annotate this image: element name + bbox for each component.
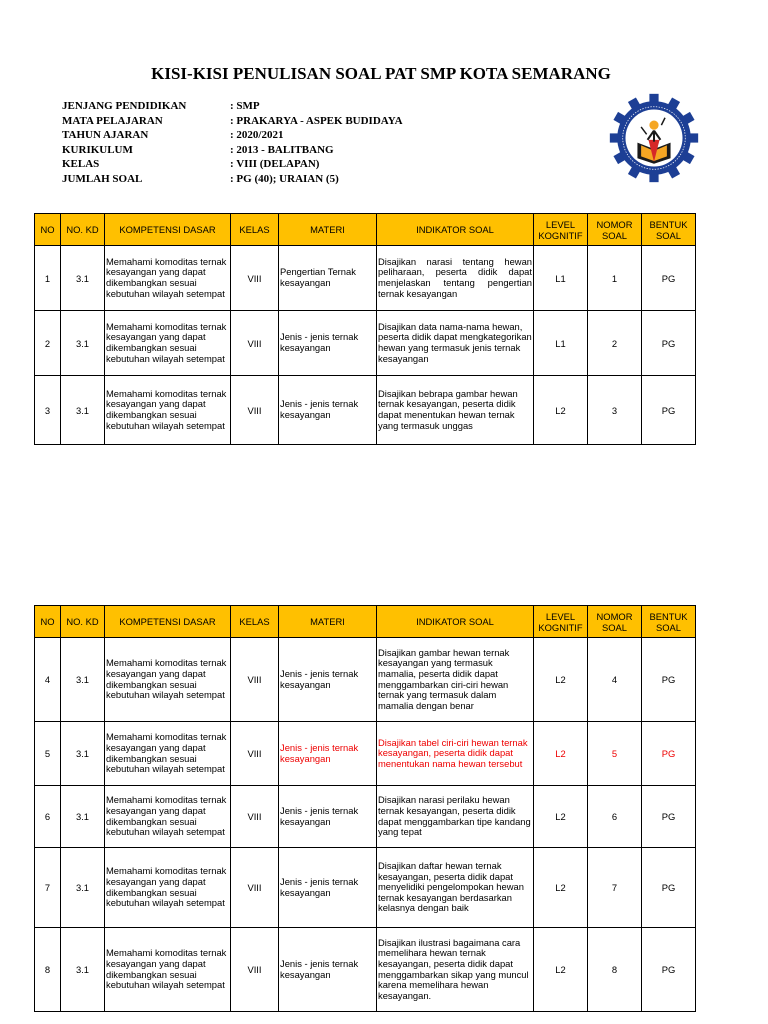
- header-no: NO: [35, 214, 61, 246]
- cell-materi: Jenis - jenis ternak kesayangan: [279, 376, 377, 445]
- cell-bentuk: PG: [642, 376, 696, 445]
- cell-indikator: Disajikan tabel ciri-ciri hewan ternak kesayangan, peserta didik dapat menentukan nama hewan tersebut: [377, 722, 534, 786]
- info-row-jumlah: [62, 172, 403, 187]
- cell-no: 8: [35, 928, 61, 1012]
- cell-indikator: Disajikan gambar hewan ternak kesayangan yang termasuk mamalia, peserta didik dapat menggambarkan ciri-ciri hewan ternak yang termasuk dalam mamalia dengan benar: [377, 638, 534, 722]
- table-header-row: [35, 214, 696, 246]
- cell-bentuk: PG: [642, 311, 696, 376]
- cell-materi: Jenis - jenis ternak kesayangan: [279, 848, 377, 928]
- cell-level: L1: [534, 246, 588, 311]
- cell-level: L2: [534, 722, 588, 786]
- cell-bentuk: PG: [642, 246, 696, 311]
- cell-level: L2: [534, 638, 588, 722]
- cell-nomor: 6: [588, 786, 642, 848]
- cell-kd: 3.1: [61, 246, 105, 311]
- info-value: : PRAKARYA - ASPEK BUDIDAYA: [230, 114, 403, 127]
- cell-kompetensi: Memahami komoditas ternak kesayangan yang dapat dikembangkan sesuai kebutuhan wilayah setempat: [105, 638, 231, 722]
- cell-kelas: VIII: [231, 848, 279, 928]
- cell-materi: Jenis - jenis ternak kesayangan: [279, 638, 377, 722]
- header-kelas: KELAS: [231, 214, 279, 246]
- table-row-highlighted: [35, 722, 696, 786]
- cell-indikator: Disajikan ilustrasi bagaimana cara memelihara hewan ternak kesayangan, peserta didik dapat menggambarkan sikap yang muncul karena memelihara hewan kesayangan.: [377, 928, 534, 1012]
- cell-indikator: Disajikan data nama-nama hewan, peserta didik dapat mengkategorikan hewan yang termasuk jenis ternak kesayangan: [377, 311, 534, 376]
- header-kelas: KELAS: [231, 606, 279, 638]
- info-value: : 2013 - BALITBANG: [230, 143, 334, 156]
- cell-no: 2: [35, 311, 61, 376]
- cell-level: L2: [534, 376, 588, 445]
- header-no-kd: NO. KD: [61, 214, 105, 246]
- info-row-kurikulum: [62, 143, 403, 158]
- cell-nomor: 2: [588, 311, 642, 376]
- cell-kd: 3.1: [61, 848, 105, 928]
- cell-kelas: VIII: [231, 246, 279, 311]
- cell-bentuk: PG: [642, 928, 696, 1012]
- cell-kelas: VIII: [231, 722, 279, 786]
- cell-bentuk: PG: [642, 638, 696, 722]
- cell-materi: Jenis - jenis ternak kesayangan: [279, 928, 377, 1012]
- cell-nomor: 4: [588, 638, 642, 722]
- info-row-kelas: [62, 157, 403, 172]
- cell-kelas: VIII: [231, 786, 279, 848]
- info-label: KELAS: [62, 158, 100, 170]
- cell-indikator: Disajikan bebrapa gambar hewan ternak kesayangan, peserta didik dapat menentukan hewan ternak yang termasuk unggas: [377, 376, 534, 445]
- cell-no: 1: [35, 246, 61, 311]
- header-indikator-soal: INDIKATOR SOAL: [377, 606, 534, 638]
- cell-materi: Jenis - jenis ternak kesayangan: [279, 722, 377, 786]
- cell-kelas: VIII: [231, 311, 279, 376]
- cell-kompetensi: Memahami komoditas ternak kesayangan yang dapat dikembangkan sesuai kebutuhan wilayah setempat: [105, 376, 231, 445]
- cell-bentuk: PG: [642, 722, 696, 786]
- cell-kd: 3.1: [61, 786, 105, 848]
- cell-no: 7: [35, 848, 61, 928]
- table-row: [35, 786, 696, 848]
- cell-level: L2: [534, 848, 588, 928]
- cell-kelas: VIII: [231, 638, 279, 722]
- header-indikator-soal: INDIKATOR SOAL: [377, 214, 534, 246]
- header-no: NO: [35, 606, 61, 638]
- info-value: : PG (40); URAIAN (5): [230, 172, 339, 185]
- kisi-kisi-table-2: [34, 605, 696, 1012]
- cell-kompetensi: Memahami komoditas ternak kesayangan yang dapat dikembangkan sesuai kebutuhan wilayah setempat: [105, 786, 231, 848]
- cell-kd: 3.1: [61, 376, 105, 445]
- info-row-jenjang: [62, 99, 403, 114]
- cell-kompetensi: Memahami komoditas ternak kesayangan yang dapat dikembangkan sesuai kebutuhan wilayah setempat: [105, 848, 231, 928]
- cell-level: L2: [534, 928, 588, 1012]
- cell-nomor: 8: [588, 928, 642, 1012]
- cell-kompetensi: Memahami komoditas ternak kesayangan yang dapat dikembangkan sesuai kebutuhan wilayah setempat: [105, 246, 231, 311]
- info-value: : 2020/2021: [230, 129, 284, 141]
- info-label: JENJANG PENDIDIKAN: [62, 100, 187, 112]
- table-row: [35, 246, 696, 311]
- header-level-kognitif: LEVEL KOGNITIF: [534, 214, 588, 246]
- header-nomor-soal: NOMOR SOAL: [588, 214, 642, 246]
- cell-no: 6: [35, 786, 61, 848]
- cell-materi: Jenis - jenis ternak kesayangan: [279, 311, 377, 376]
- cell-kompetensi: Memahami komoditas ternak kesayangan yang dapat dikembangkan sesuai kebutuhan wilayah setempat: [105, 311, 231, 376]
- cell-bentuk: PG: [642, 786, 696, 848]
- cell-kompetensi: Memahami komoditas ternak kesayangan yang dapat dikembangkan sesuai kebutuhan wilayah setempat: [105, 928, 231, 1012]
- page-title: KISI-KISI PENULISAN SOAL PAT SMP KOTA SEMARANG: [151, 64, 611, 83]
- header-materi: MATERI: [279, 606, 377, 638]
- cell-kd: 3.1: [61, 638, 105, 722]
- cell-indikator: Disajikan narasi tentang hewan peliharaan, peserta didik dapat menjelaskan tentang pengertian ternak kesayangan: [377, 246, 534, 311]
- header-materi: MATERI: [279, 214, 377, 246]
- info-label: MATA PELAJARAN: [62, 114, 163, 127]
- table-row: [35, 311, 696, 376]
- info-row-tahun: [62, 128, 403, 143]
- cell-no: 5: [35, 722, 61, 786]
- cell-indikator: Disajikan daftar hewan ternak kesayangan, peserta didik dapat menyelidiki pengelompokan hewan ternak kesayangan berdasarkan kelasnya dengan baik: [377, 848, 534, 928]
- header-kompetensi-dasar: KOMPETENSI DASAR: [105, 214, 231, 246]
- cell-bentuk: PG: [642, 848, 696, 928]
- document-info: [62, 99, 403, 186]
- cell-nomor: 3: [588, 376, 642, 445]
- header-bentuk-soal: BENTUK SOAL: [642, 214, 696, 246]
- table-row: [35, 638, 696, 722]
- cell-kompetensi: Memahami komoditas ternak kesayangan yang dapat dikembangkan sesuai kebutuhan wilayah setempat: [105, 722, 231, 786]
- header-nomor-soal: NOMOR SOAL: [588, 606, 642, 638]
- info-label: JUMLAH SOAL: [62, 172, 143, 185]
- header-no-kd: NO. KD: [61, 606, 105, 638]
- cell-level: L1: [534, 311, 588, 376]
- cell-no: 4: [35, 638, 61, 722]
- cell-no: 3: [35, 376, 61, 445]
- header-level-kognitif: LEVEL KOGNITIF: [534, 606, 588, 638]
- table-header-row: [35, 606, 696, 638]
- header-kompetensi-dasar: KOMPETENSI DASAR: [105, 606, 231, 638]
- info-value: : VIII (DELAPAN): [230, 158, 320, 170]
- cell-indikator: Disajikan narasi perilaku hewan ternak kesayangan, peserta didik dapat menggambarkan tipe kandang yang tepat: [377, 786, 534, 848]
- table-row: [35, 848, 696, 928]
- info-value: : SMP: [230, 100, 260, 112]
- cell-kelas: VIII: [231, 928, 279, 1012]
- header-bentuk-soal: BENTUK SOAL: [642, 606, 696, 638]
- cell-nomor: 7: [588, 848, 642, 928]
- cell-kd: 3.1: [61, 311, 105, 376]
- info-label: TAHUN AJARAN: [62, 129, 149, 141]
- cell-nomor: 5: [588, 722, 642, 786]
- cell-nomor: 1: [588, 246, 642, 311]
- cell-level: L2: [534, 786, 588, 848]
- info-row-mapel: [62, 114, 403, 129]
- cell-materi: Pengertian Ternak kesayangan: [279, 246, 377, 311]
- kisi-kisi-table-1: [34, 213, 696, 445]
- info-label: KURIKULUM: [62, 143, 133, 156]
- cell-kelas: VIII: [231, 376, 279, 445]
- seal-logo-icon: [608, 92, 700, 184]
- table-row: [35, 376, 696, 445]
- cell-materi: Jenis - jenis ternak kesayangan: [279, 786, 377, 848]
- table-row: [35, 928, 696, 1012]
- cell-kd: 3.1: [61, 722, 105, 786]
- cell-kd: 3.1: [61, 928, 105, 1012]
